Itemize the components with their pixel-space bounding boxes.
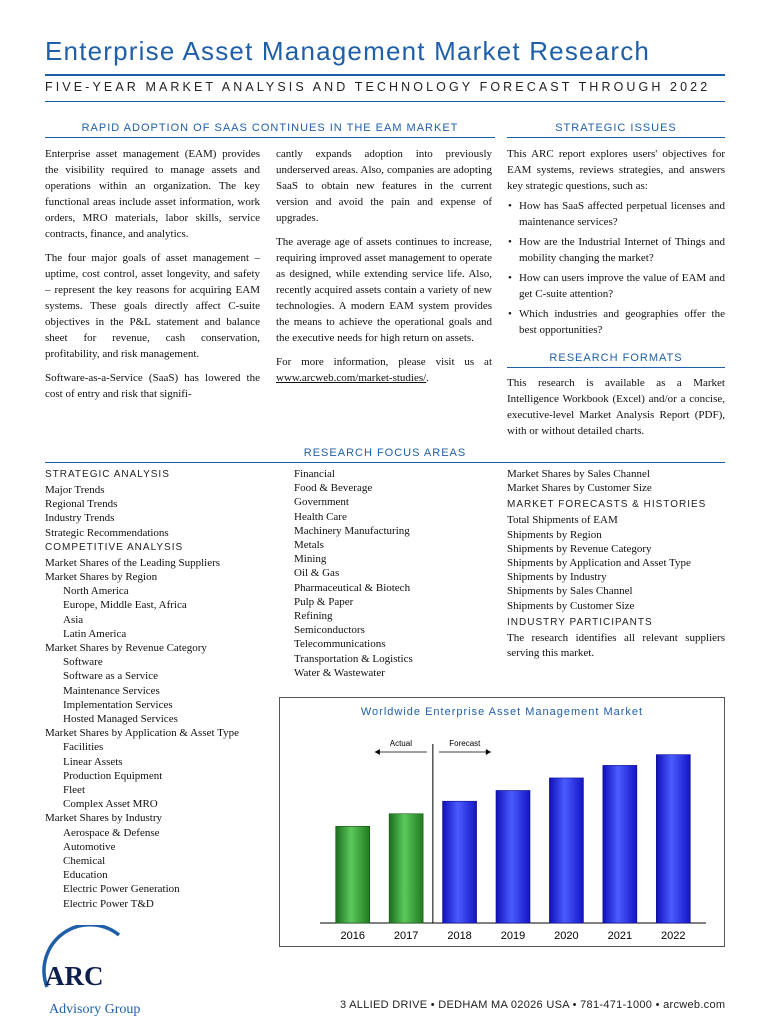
body-column-1 xyxy=(45,146,260,410)
focus-column-3 xyxy=(507,467,725,661)
focus-list-item: Electric Power T&D xyxy=(63,897,154,910)
x-tick-label: 2019 xyxy=(500,930,526,942)
x-tick-label: 2022 xyxy=(661,930,686,942)
paragraph: Enterprise asset management (EAM) provides the visibility required to manage assets and operations within an organization. The key functional areas include asset information, work orders, MRO materials, labor skills, service contracts, finance, and analytics. xyxy=(45,148,260,240)
strategic-analysis-category: STRATEGIC ANALYSIS xyxy=(45,469,170,480)
paragraph: cantly expands adoption into previously underserved areas. Also, companies are adopting SaaS to obtain new features in the current version and avoid the pain and expense of upgrades. xyxy=(276,148,492,224)
industry-list-item: Mining xyxy=(294,553,327,566)
footer-address: 3 ALLIED DRIVE • DEDHAM MA 02026 USA • 781-471-1000 • arcweb.com xyxy=(340,999,726,1011)
focus-list-item: Chemical xyxy=(63,855,106,868)
sales-channel-list xyxy=(507,467,725,495)
arc-logo xyxy=(35,925,155,1020)
actual-label: Actual xyxy=(389,739,412,748)
focus-list-item: Market Shares by Industry xyxy=(45,812,163,825)
focus-list-item: Europe, Middle East, Africa xyxy=(63,599,187,612)
formats-text: This research is available as a Market Intelligence Workbook (Excel) and/or a concise, executive-level Market Analysis Report (PDF), with or without detailed charts. xyxy=(507,377,725,437)
industry-list-item: Metals xyxy=(294,539,324,552)
focus-list-item: Major Trends xyxy=(45,484,105,496)
focus-list-item: Fleet xyxy=(63,784,85,797)
focus-list-item: Electric Power Generation xyxy=(63,883,180,896)
paragraph: The four major goals of asset management – uptime, cost control, asset longevity, and safety – represent the key reasons for acquiring EAM systems. These goals directly affect C-suite objectives in the P&L statement and balance sheet for revenue, cash conservation, profitability, and risk management. xyxy=(45,252,260,360)
focus-list-item: Market Shares by Application & Asset Type xyxy=(45,727,239,740)
page-title: Enterprise Asset Management Market Research xyxy=(45,36,651,66)
paragraph: Software-as-a-Service (SaaS) has lowered the cost of entry and risk that signifi- xyxy=(45,372,260,400)
focus-list-item: Market Shares of the Leading Suppliers xyxy=(45,556,221,569)
industry-list-item: Pulp & Paper xyxy=(294,595,354,608)
focus-list-item: Regional Trends xyxy=(45,498,118,511)
strategic-bullet-list xyxy=(507,198,725,338)
forecast-list-item: Shipments by Application and Asset Type xyxy=(507,557,691,570)
strategic-issues-column xyxy=(507,146,725,342)
focus-list-item: Production Equipment xyxy=(63,769,163,782)
focus-list-item: Automotive xyxy=(63,840,116,853)
industry-list-item: Telecommunications xyxy=(294,638,386,651)
industry-list-item: Health Care xyxy=(294,510,347,523)
focus-list-item: Asia xyxy=(63,613,84,626)
logo-tagline: Advisory Group xyxy=(49,1002,141,1017)
focus-list-item: Hosted Managed Services xyxy=(63,713,178,726)
strategic-bullet: • Which industries and geographies offer the best opportunities? xyxy=(507,306,725,338)
subtitle-rule xyxy=(45,101,725,102)
industry-list-item: Government xyxy=(294,496,349,509)
x-tick-label: 2018 xyxy=(447,930,472,942)
forecast-category: MARKET FORECASTS & HISTORIES xyxy=(507,499,707,511)
chart-title: Worldwide Enterprise Asset Management Market xyxy=(360,706,644,718)
x-tick-label: 2017 xyxy=(393,930,419,942)
page-subtitle: FIVE-YEAR MARKET ANALYSIS AND TECHNOLOGY FORECAST THROUGH 2022 xyxy=(45,80,711,94)
focus-list-item: North America xyxy=(63,585,129,598)
bar-2017 xyxy=(389,814,423,923)
bar-2020 xyxy=(549,778,583,923)
paragraph: The average age of assets continues to increase, requiring improved asset management to operate as designed, while extending service life. Also, recently acquired assets contain a variety of new technologies. A modern EAM system provides the means to achieve the operational goals and the executive needs for high return on assets. xyxy=(276,236,492,344)
focus-list-item: Latin America xyxy=(63,627,127,640)
forecast-list-item: Shipments by Region xyxy=(507,528,602,541)
focus-list-item: Market Shares by Customer Size xyxy=(507,482,652,495)
logo-name: ARC xyxy=(45,961,104,991)
focus-list-item: Software as a Service xyxy=(63,670,158,683)
x-tick-label: 2020 xyxy=(554,930,579,942)
forecast-list xyxy=(507,513,725,612)
industry-list-item: Oil & Gas xyxy=(294,567,340,580)
forecast-list-item: Shipments by Sales Channel xyxy=(507,585,633,598)
saas-heading: RAPID ADOPTION OF SAAS CONTINUES IN THE EAM MARKET xyxy=(45,122,495,138)
industry-list-item: Financial xyxy=(294,468,335,480)
paragraph xyxy=(276,354,492,386)
industry-list-item: Water & Wastewater xyxy=(294,666,385,679)
focus-list-item: Market Shares by Revenue Category xyxy=(45,642,207,655)
focus-column-1 xyxy=(45,467,275,911)
focus-column-2 xyxy=(294,467,494,680)
focus-list-item: Aerospace & Defense xyxy=(63,826,160,839)
participants-text: The research identifies all relevant suppliers serving this market. xyxy=(507,631,725,659)
actual-arrowhead xyxy=(375,749,380,755)
research-focus-heading: RESEARCH FOCUS AREAS xyxy=(45,447,725,463)
participants-category: INDUSTRY PARTICIPANTS xyxy=(507,616,653,628)
focus-list-item: Maintenance Services xyxy=(63,684,160,697)
bar-2016 xyxy=(336,826,370,923)
industry-list-item: Semiconductors xyxy=(294,624,365,637)
industry-list xyxy=(294,467,494,680)
chart-plot xyxy=(280,698,726,948)
focus-list-item: Facilities xyxy=(63,741,104,754)
more-info-text: For more information, please visit us at xyxy=(276,356,492,368)
focus-list-item: Implementation Services xyxy=(63,698,173,711)
strategic-bullet: • How has SaaS affected perpetual licenses and maintenance services? xyxy=(507,198,725,230)
industry-list-item: Refining xyxy=(294,610,333,623)
strategic-issues-heading: STRATEGIC ISSUES xyxy=(507,122,725,138)
focus-list-item: Industry Trends xyxy=(45,512,115,525)
focus-list-item: Education xyxy=(63,869,108,882)
forecast-list-item: Shipments by Industry xyxy=(507,571,607,584)
focus-list-item: Strategic Recommendations xyxy=(45,526,169,539)
industry-list-item: Machinery Manufacturing xyxy=(294,524,410,537)
strategic-analysis-list xyxy=(45,483,275,540)
x-tick-label: 2016 xyxy=(340,930,365,942)
market-studies-link[interactable]: www.arcweb.com/market-studies/ xyxy=(276,372,427,384)
forecast-list-item: Shipments by Revenue Category xyxy=(507,542,652,555)
strategic-intro: This ARC report explores users' objectives for EAM systems, reviews strategies, and answers key strategic questions, such as: xyxy=(507,148,725,192)
body-column-2 xyxy=(276,146,492,394)
bar-2022 xyxy=(656,755,690,923)
industry-list-item: Pharmaceutical & Biotech xyxy=(294,581,411,594)
x-tick-label: 2021 xyxy=(607,930,633,942)
industry-list-item: Food & Beverage xyxy=(294,482,373,495)
bar-2018 xyxy=(443,801,477,923)
focus-list-item: Software xyxy=(63,656,103,669)
bar-2021 xyxy=(603,765,637,923)
competitive-analysis-list xyxy=(45,556,275,911)
focus-list-item: Complex Asset MRO xyxy=(63,798,158,811)
strategic-bullet: • How can users improve the value of EAM and get C-suite attention? xyxy=(507,270,725,302)
focus-list-item: Market Shares by Region xyxy=(45,571,158,584)
forecast-list-item: Shipments by Customer Size xyxy=(507,599,635,612)
industry-list-item: Transportation & Logistics xyxy=(294,652,413,665)
forecast-arrowhead xyxy=(486,749,491,755)
forecast-list-item: Total Shipments of EAM xyxy=(507,514,618,527)
forecast-label: Forecast xyxy=(449,739,481,748)
bar-2019 xyxy=(496,790,530,923)
focus-list-item: Linear Assets xyxy=(63,755,123,768)
research-formats-heading: RESEARCH FORMATS xyxy=(507,352,725,368)
focus-list-item: Market Shares by Sales Channel xyxy=(507,468,650,480)
market-chart xyxy=(279,697,725,947)
punct: . xyxy=(426,372,429,384)
competitive-analysis-category: COMPETITIVE ANALYSIS xyxy=(45,541,184,553)
title-rule xyxy=(45,74,725,76)
strategic-bullet: • How are the Industrial Internet of Things and mobility changing the market? xyxy=(507,234,725,266)
